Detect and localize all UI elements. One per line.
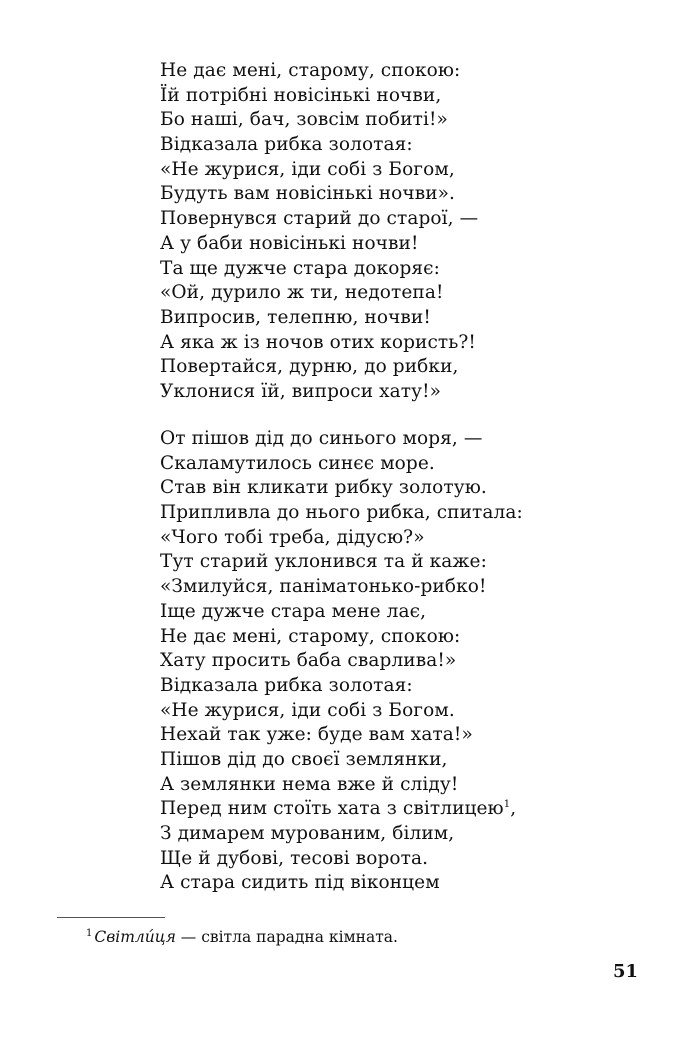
- poem-line: Не дає мені, старому, спокою:: [160, 60, 461, 81]
- footnote-reference[interactable]: 1: [503, 799, 511, 811]
- poem-line: Став він кликати рибку золотую.: [160, 477, 487, 499]
- poem-line: Ще й дубові, тесові ворота.: [160, 847, 429, 869]
- poem-line: Відказала рибка золотая:: [160, 134, 413, 156]
- poem-line: Та ще дужче стара докоряє:: [160, 257, 440, 279]
- poem-line: Нехай так уже: буде вам хата!»: [160, 724, 473, 746]
- poem-line: «Не журися, іди собі з Богом,: [160, 158, 455, 180]
- poem-line: Уклонися їй, випроси хату!»: [160, 380, 442, 402]
- poem-line: Пішов дід до своєї землянки,: [160, 748, 448, 770]
- poem-line: Випросив, телепню, ночви!: [160, 306, 431, 328]
- poem-line: «Ой, дурило ж ти, недотепа!: [160, 282, 444, 304]
- footnote-definition: — світла парадна кімната.: [175, 928, 398, 946]
- poem-line: «Чого тобі треба, дідусю?»: [160, 526, 425, 548]
- poem-line-with-footnote: Перед ним стоїть хата з світлицею$^1$,: [160, 798, 517, 820]
- poem-line: Тут старий уклонився та й каже:: [160, 551, 487, 573]
- poem-line: Будуть вам новісінькі ночви».: [160, 183, 456, 205]
- poem-line: А у баби новісінькі ночви!: [160, 232, 419, 254]
- poem-line: Бо наші, бач, зовсім побиті!»: [160, 109, 448, 131]
- poem-line-text: Перед ним стоїть хата з світлицею: [160, 798, 504, 820]
- poem-line: З димарем мурованим, білим,: [160, 823, 455, 844]
- poem-line: Їй потрібні новісінькі ночви,: [160, 84, 442, 106]
- footnote-divider: [57, 917, 165, 918]
- poem-line: А землянки нема вже й сліду!: [160, 773, 459, 795]
- poem-line: Повертайся, дурню, до рибки,: [160, 356, 459, 378]
- poem-stanza-2: [160, 427, 523, 896]
- poem-line: Іще дужче стара мене лає,: [160, 600, 427, 622]
- poem-stanza-1: [160, 59, 478, 405]
- footnote-term: Світли́ця: [94, 928, 176, 946]
- poem-line: А яка ж із ночов отих користь?!: [160, 331, 476, 353]
- poem-line: А стара сидить під віконцем: [160, 872, 440, 894]
- footnote-mark: 1: [86, 927, 93, 939]
- poem-line: Скаламутилось синєє море.: [160, 452, 435, 474]
- page-number: 51: [612, 961, 638, 982]
- poem-line: Хату просить баба сварлива!»: [160, 650, 457, 672]
- poem-line: Відказала рибка золотая:: [160, 674, 413, 696]
- poem-line: «Змилуйся, паніматонько-рибко!: [160, 576, 487, 598]
- poem-line: Припливла до нього рибка, спитала:: [160, 502, 523, 524]
- poem-line: Не дає мені, старому, спокою:: [160, 625, 461, 647]
- poem-line: «Не журися, іди собі з Богом.: [160, 699, 455, 721]
- poem-line: Повернувся старий до старої, —: [160, 208, 479, 230]
- footnote: [86, 927, 398, 947]
- poem-line: От пішов дід до синього моря, —: [160, 428, 483, 449]
